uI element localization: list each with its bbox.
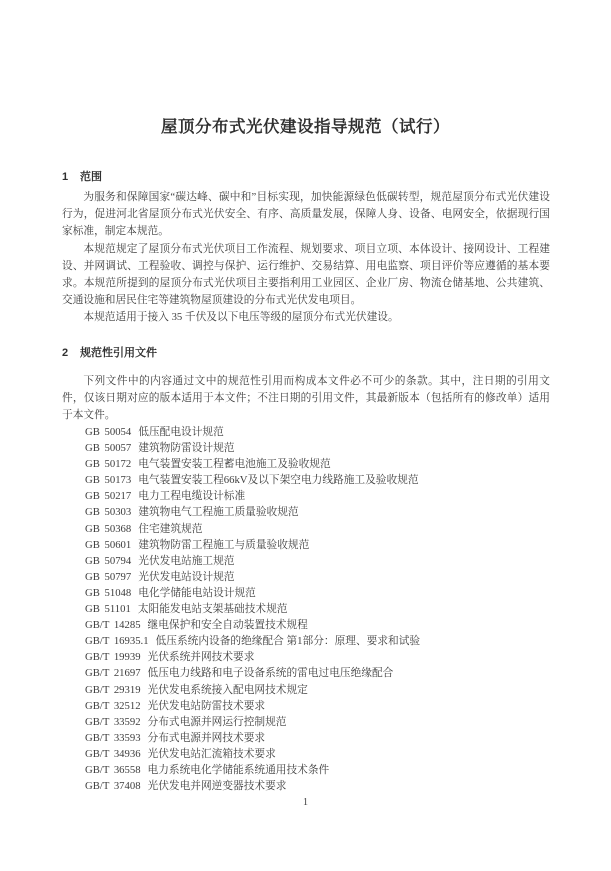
reference-item: [85, 762, 550, 778]
reference-title: 住宅建筑规范: [138, 522, 203, 535]
document-title: 屋顶分布式光伏建设指导规范（试行）: [161, 118, 450, 136]
reference-title: 低压配电设计规范: [138, 426, 224, 438]
normative-references-list: [85, 424, 550, 794]
reference-item: [85, 424, 550, 440]
section-2-heading: [62, 344, 550, 360]
reference-item: [85, 456, 550, 472]
reference-code: GB/T 16935.1: [85, 635, 149, 648]
reference-code: GB 51048: [85, 586, 132, 599]
reference-title: 光伏发电系统接入配电网技术规定: [147, 683, 308, 696]
reference-title: 光伏发电并网逆变器技术要求: [147, 780, 287, 793]
reference-item: [85, 440, 550, 456]
reference-title: 分布式电源并网运行控制规范: [147, 715, 287, 728]
reference-item: [85, 649, 550, 665]
reference-title: 光伏系统并网技术要求: [147, 651, 255, 664]
section-2-title: 规范性引用文件: [80, 347, 157, 359]
reference-item: [85, 488, 550, 504]
paragraph: 下列文件中的内容通过文中的规范性引用而构成本文件必不可少的条款。其中，注日期的引用文件，仅该日期对应的版本适用于本文件；不注日期的引用文件，其最新版本（包括所有的修改单）适用于本文件。: [62, 375, 550, 422]
reference-code: GB 50794: [85, 554, 132, 567]
reference-title: 电气装置安装工程蓄电池施工及验收规范: [138, 458, 331, 471]
reference-title: 电力系统电化学储能系统通用技术条件: [147, 763, 330, 776]
reference-code: GB 50057: [85, 442, 132, 455]
reference-code: GB 50173: [85, 474, 132, 487]
reference-code: GB 50054: [85, 426, 132, 438]
reference-code: GB/T 34936: [85, 747, 141, 760]
reference-title: 电力工程电缆设计标准: [138, 490, 246, 503]
reference-title: 光伏发电站设计规范: [138, 570, 235, 583]
paragraph: 本规范规定了屋顶分布式光伏项目工作流程、规划要求、项目立项、本体设计、接网设计、工程建设、并网调试、工程验收、调控与保护、运行维护、交易结算、用电监察、项目评价等应遵循的基本要求。本规范所提到的屋顶分布式光伏项目主要指利用工业园区、企业厂房、物流仓储基地、公共建筑、交通设施和居民住宅等建筑物屋顶建设的分布式光伏发电项目。: [62, 242, 550, 307]
reference-code: GB 50797: [85, 570, 132, 583]
reference-item: [85, 553, 550, 569]
reference-title: 光伏发电站防雷技术要求: [147, 699, 266, 712]
reference-code: GB 50368: [85, 522, 132, 535]
reference-item: [85, 682, 550, 698]
reference-title: 分布式电源并网技术要求: [147, 731, 266, 744]
section-2-number: 2: [62, 347, 69, 359]
reference-code: GB/T 36558: [85, 763, 141, 776]
page-number: 1: [303, 797, 308, 808]
reference-item: [85, 746, 550, 762]
paragraph: 为服务和保障国家“碳达峰、碳中和”目标实现，加快能源绿色低碳转型，规范屋顶分布式光伏建设行为，促进河北省屋顶分布式光伏安全、有序、高质量发展，保障人身、设备、电网安全，依据现行国家标准，制定本规范。: [62, 191, 550, 238]
reference-title: 太阳能发电站支架基础技术规范: [137, 603, 288, 616]
reference-title: 电化学储能电站设计规范: [138, 586, 256, 599]
reference-code: GB/T 21697: [85, 667, 141, 680]
reference-item: [85, 665, 550, 681]
reference-item: [85, 569, 550, 585]
reference-title: 电气装置安装工程66kV及以下架空电力线路施工及验收规范: [138, 474, 419, 487]
reference-item: [85, 601, 550, 617]
reference-item: [85, 504, 550, 520]
reference-item: [85, 472, 550, 488]
reference-code: GB 50217: [85, 490, 132, 503]
section-1-heading: [62, 168, 550, 184]
reference-code: GB/T 33593: [85, 731, 141, 744]
reference-title: 继电保护和安全自动装置技术规程: [147, 619, 308, 632]
reference-title: 建筑物防雷工程施工与质量验收规范: [138, 538, 310, 551]
section-2-body: [62, 373, 550, 425]
section-1-body: [62, 189, 550, 327]
reference-title: 光伏发电站汇流箱技术要求: [147, 747, 276, 760]
reference-title: 建筑物电气工程施工质量验收规范: [138, 506, 299, 519]
reference-item: [85, 633, 550, 649]
reference-title: 建筑物防雷设计规范: [138, 442, 235, 455]
reference-title: 低压系统内设备的绝缘配合 第1部分：原理、要求和试验: [155, 635, 421, 648]
reference-item: [85, 698, 550, 714]
reference-code: GB/T 19939: [85, 651, 141, 664]
paragraph: 本规范适用于接入 35 千伏及以下电压等级的屋顶分布式光伏建设。: [83, 311, 399, 324]
reference-title: 光伏发电站施工规范: [138, 554, 235, 567]
reference-code: GB/T 14285: [85, 619, 141, 632]
reference-code: GB/T 33592: [85, 715, 141, 728]
reference-item: [85, 714, 550, 730]
reference-item: [85, 537, 550, 553]
reference-code: GB 50303: [85, 506, 132, 519]
reference-code: GB 50172: [85, 458, 132, 471]
section-1-title: 范围: [80, 171, 102, 183]
reference-code: GB/T 29319: [85, 683, 141, 696]
reference-item: [85, 730, 550, 746]
section-1-number: 1: [62, 171, 69, 183]
reference-title: 低压电力线路和电子设备系统的雷电过电压绝缘配合: [147, 667, 394, 680]
reference-code: GB/T 37408: [85, 780, 141, 793]
reference-code: GB 50601: [85, 538, 132, 551]
reference-item: [85, 585, 550, 601]
reference-item: [85, 521, 550, 537]
reference-item: [85, 617, 550, 633]
reference-item: [85, 778, 550, 794]
reference-code: GB/T 32512: [85, 699, 141, 712]
reference-code: GB 51101: [85, 603, 131, 616]
